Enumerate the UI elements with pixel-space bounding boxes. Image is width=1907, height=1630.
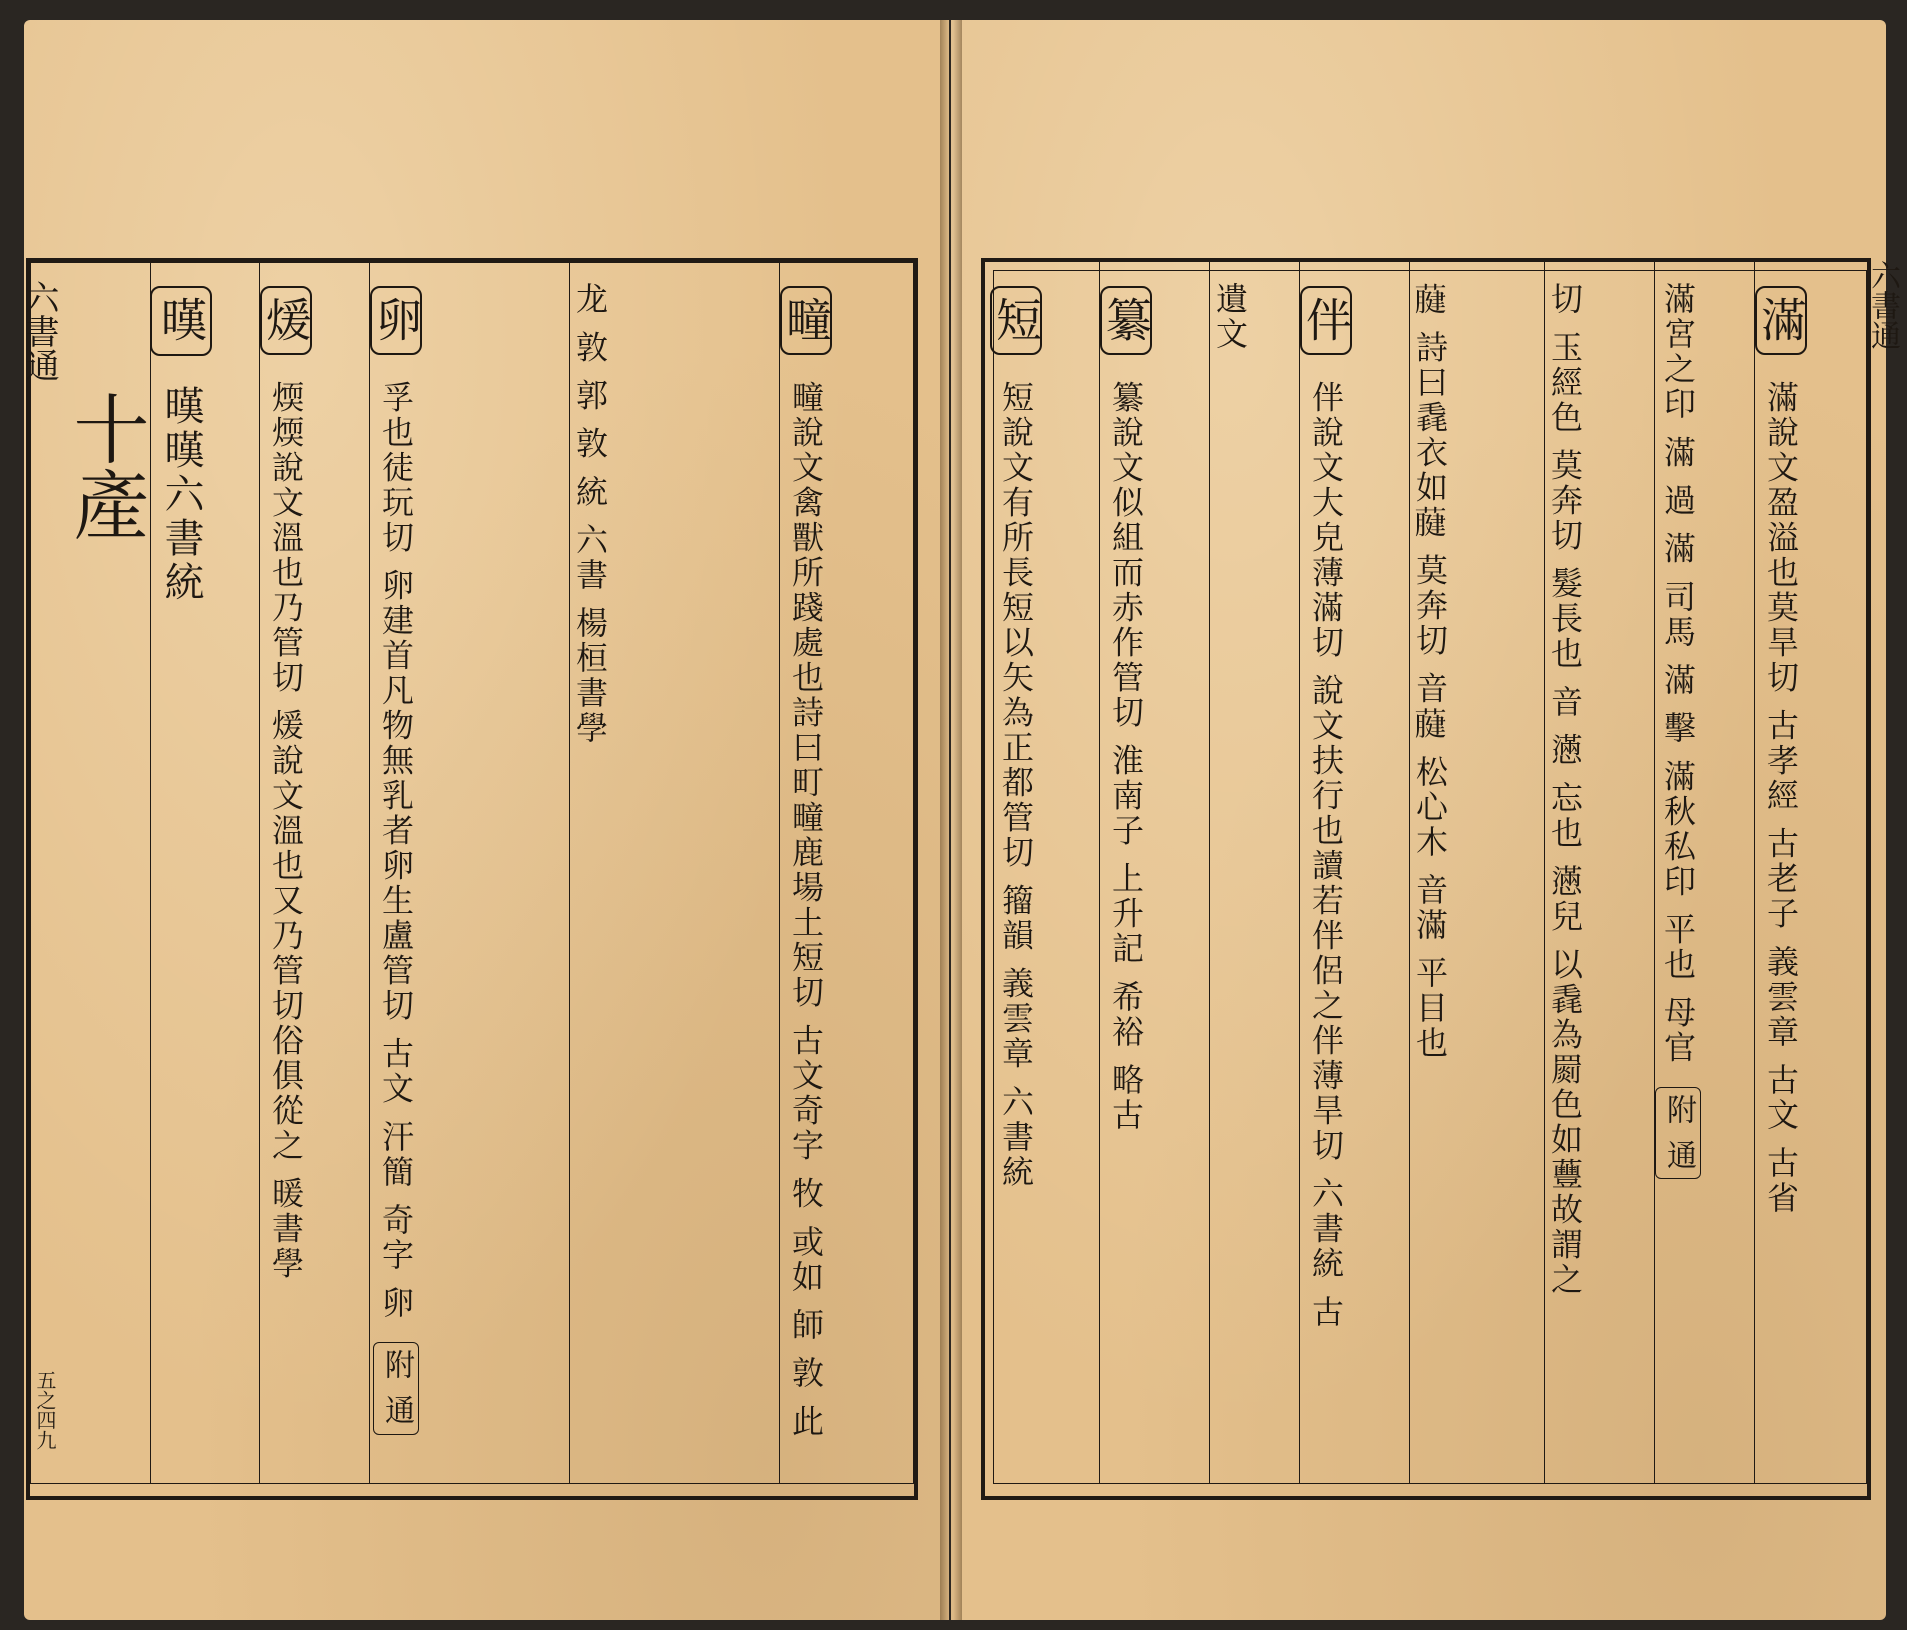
left-col-4 (570, 262, 780, 1484)
right-margin-title: 六書通 (1865, 260, 1900, 350)
entry-text: 伴說文大皃薄滿切 說文扶行也讀若伴侶之伴薄旱切 六書統 古 (1307, 380, 1345, 1330)
fu-tong-box: 附 通 (1655, 1087, 1701, 1180)
entry-text: 滿說文盈溢也莫旱切 古孝經 古老子 義雲章 古文 古省 (1762, 380, 1800, 1217)
right-col-3 (1210, 262, 1300, 1484)
entry-text: 疃說文禽獸所踐處也詩曰町疃鹿場土短切 古文奇字 牧 或如 師 敦 此 (787, 380, 825, 1440)
entry-head: 暵 (150, 286, 212, 356)
right-col-7 (1655, 262, 1755, 1484)
entry-text: 切 玉經色 莫奔切 髮長也 音 懣 忘也 懣兒 以毳為罽色如蘴故謂之 (1546, 282, 1584, 1298)
entry-head: 伴 (1300, 286, 1352, 355)
right-col-4 (1300, 262, 1410, 1484)
entry-text: 纂說文似組而赤作管切 淮南子 上升記 希裕 略古 (1107, 380, 1145, 1133)
left-col-1 (150, 262, 260, 1484)
right-col-2 (1100, 262, 1210, 1484)
entry-text: 遺文 (1211, 282, 1249, 352)
left-col-5 (780, 262, 918, 1484)
entry-head: 煖 (260, 286, 312, 355)
left-col-3 (370, 262, 570, 1484)
entry-head: 疃 (780, 286, 832, 355)
book-gutter (940, 20, 962, 1620)
left-margin-title: 六書通 (19, 280, 59, 382)
entry-head: 卵 (370, 286, 422, 355)
right-col-1 (990, 262, 1100, 1484)
entry-head: 纂 (1100, 286, 1152, 355)
entry-head: 短 (990, 286, 1042, 355)
right-col-8 (1755, 262, 1871, 1484)
entry-text: 暵暵六書統 (158, 384, 204, 605)
left-col-2 (260, 262, 370, 1484)
fu-tong-box: 附 通 (373, 1342, 419, 1435)
entry-head: 滿 (1755, 286, 1807, 355)
left-margin-folio: 五之四九 (33, 1370, 57, 1450)
entry-text: 孚也徒玩切 卵建首凡物無乳者卵生盧管切 古文 汗簡 奇字 卵 (377, 380, 415, 1322)
entry-text: 煗煗說文溫也乃管切 煖說文溫也又乃管切俗俱從之 暖書學 (267, 380, 305, 1282)
right-col-5 (1410, 262, 1545, 1484)
rhyme-heading: 十產 (61, 390, 150, 542)
entry-text: 龙 敦 郭 敦 統 六書 楊桓書學 (571, 282, 609, 747)
right-col-6 (1545, 262, 1655, 1484)
entry-text: 短說文有所長短以矢為正都管切 籀韻 義雲章 六書統 (997, 380, 1035, 1190)
entry-text: 滿宮之印 滿 過 滿 司馬 滿 擊 滿秋私印 平也 母官 (1659, 282, 1697, 1066)
entry-text: 𦽇 詩曰毳衣如𦽇 莫奔切 音𦽇 松心木 音滿 平目也 (1411, 282, 1449, 1062)
